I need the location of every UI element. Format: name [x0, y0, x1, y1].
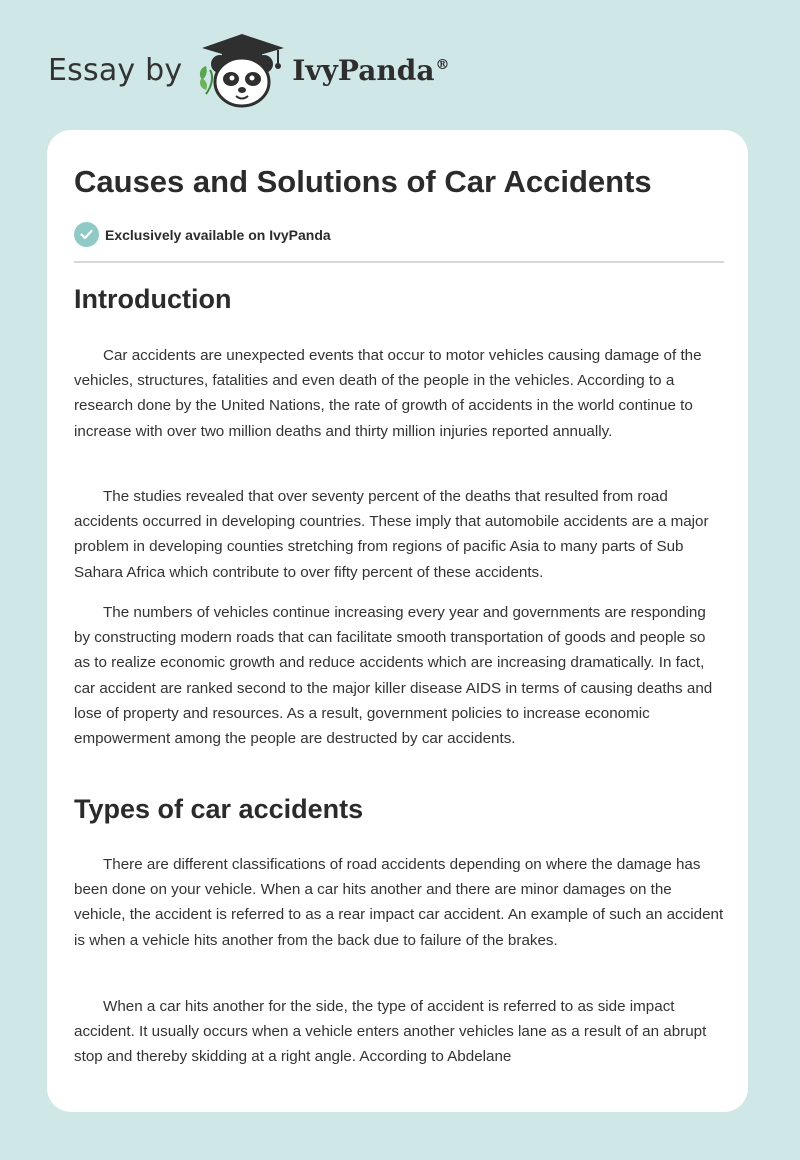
paragraph-types-1: There are different classifications of road accidents depending on where the damage has been done on your vehicle. When a car hits another and there are minor damages on the vehicle, the accident is referred to as a rear impact car accident. An example of such an accident is when a vehicle hits another from the back due to failure of the brakes. — [74, 856, 724, 949]
section-heading-types: Types of car accidents — [74, 794, 364, 824]
paragraph-intro-3: The numbers of vehicles continue increasing every year and governments are responding by constructing modern roads that can facilitate smooth transportation of goods and people so as to realize economic growth and reduce accidents which are increasing dramatically. In fact, car accident are ranked second to the major killer disease AIDS in terms of causing deaths and lose of property and resources. As a result, government policies to increase economic empowerment among the people are destructed by car accidents. — [74, 604, 713, 748]
brand-header[interactable] — [48, 30, 449, 110]
check-icon — [74, 222, 99, 247]
exclusive-badge — [74, 222, 331, 247]
brand-name — [292, 54, 449, 87]
brand-registered-mark: ® — [435, 57, 450, 74]
brand-name-text: IvyPanda — [292, 53, 435, 87]
page-title: Causes and Solutions of Car Accidents — [74, 164, 652, 199]
brand-prefix: Essay by — [48, 52, 183, 88]
paragraph-intro-2: The studies revealed that over seventy percent of the deaths that resulted from road accidents occurred in developing countries. These imply that automobile accidents are a major problem in developing counties stretching from regions of pacific Asia to many parts of Sub Sahara Africa which contribute to over fifty percent of these accidents. — [74, 488, 709, 581]
paragraph-types-2: When a car hits another for the side, the type of accident is referred to as side impact accident. It usually occurs when a vehicle enters another vehicles lane as a result of an abrupt stop and thereby skidding at a right angle. According to Abdelane — [74, 998, 707, 1066]
panda-graduate-logo-icon — [196, 30, 288, 110]
section-heading-introduction: Introduction — [74, 284, 232, 314]
essay-card — [47, 130, 748, 1112]
exclusive-label: Exclusively available on IvyPanda — [105, 226, 331, 243]
title-divider — [74, 261, 724, 263]
paragraph-intro-1: Car accidents are unexpected events that occur to motor vehicles causing damage of the vehicles, structures, fatalities and even death of the people in the vehicles. According to a research done by the United Nations, the rate of growth of accidents in the world continue to increase with over two million deaths and thirty million injuries reported annually. — [74, 347, 702, 440]
